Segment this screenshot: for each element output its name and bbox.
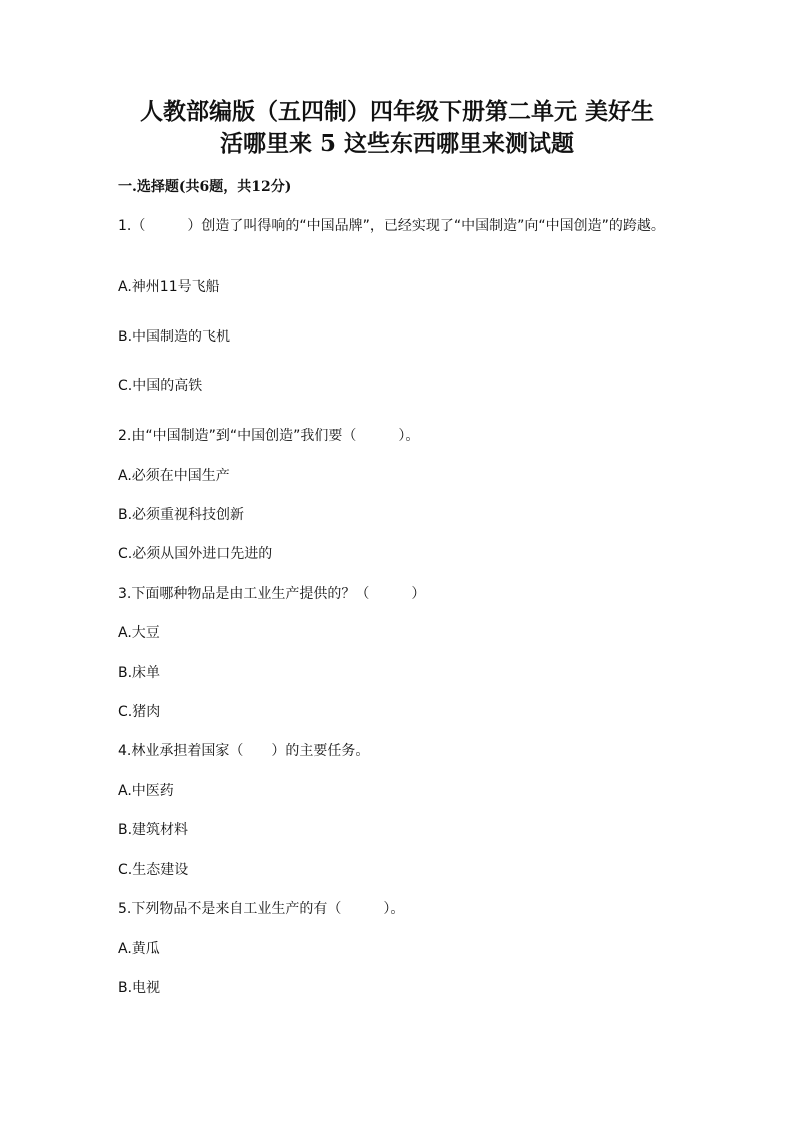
question-4-option-a: A.中医药	[118, 783, 174, 799]
title-line-1: 人教部编版（五四制）四年级下册第二单元 美好生	[139, 98, 654, 125]
document-title	[110, 96, 684, 160]
question-2-stem: 2.由“中国制造”到“中国创造”我们要（ ）。	[118, 428, 420, 444]
question-4-stem: 4.林业承担着国家（ ）的主要任务。	[118, 743, 370, 759]
section-heading: 一.选择题(共6题，共12分)	[118, 179, 292, 195]
question-3-option-a: A.大豆	[118, 625, 160, 641]
question-3-option-c: C.猪肉	[118, 704, 161, 720]
question-5-stem: 5.下列物品不是来自工业生产的有（ ）。	[118, 901, 405, 917]
question-1-option-c: C.中国的高铁	[118, 378, 203, 394]
question-1-stem: 1.（ ）创造了叫得响的“中国品牌”，已经实现了“中国制造”向“中国创造”的跨越。	[118, 218, 665, 234]
question-4-option-b: B.建筑材料	[118, 822, 189, 838]
question-3-option-b: B.床单	[118, 665, 161, 681]
question-2-option-c: C.必须从国外进口先进的	[118, 546, 273, 562]
question-2-option-a: A.必须在中国生产	[118, 468, 230, 484]
question-1-option-b: B.中国制造的飞机	[118, 329, 231, 345]
title-line-2: 活哪里来 5 这些东西哪里来测试题	[219, 130, 575, 157]
question-1-option-a: A.神州11号飞船	[118, 279, 220, 295]
question-4-option-c: C.生态建设	[118, 862, 189, 878]
question-5-option-b: B.电视	[118, 980, 161, 996]
question-5-option-a: A.黄瓜	[118, 941, 160, 957]
question-2-option-b: B.必须重视科技创新	[118, 507, 245, 523]
question-3-stem: 3.下面哪种物品是由工业生产提供的？（ ）	[118, 586, 426, 602]
